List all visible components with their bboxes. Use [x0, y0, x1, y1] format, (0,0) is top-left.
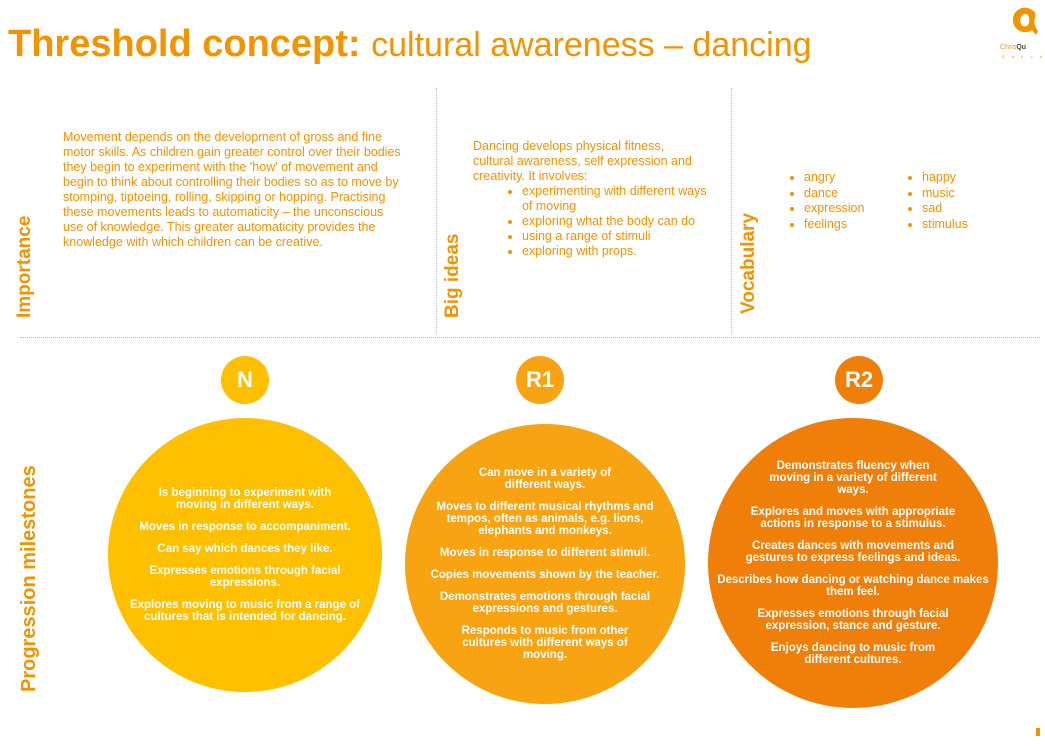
vocabulary-item: • music	[922, 186, 968, 202]
vocabulary-list-2	[906, 170, 968, 232]
milestone-item: Can move in a variety of different ways.	[478, 467, 612, 491]
logo	[996, 6, 1045, 62]
milestone-item: Moves to different musical rhythms and tempos, often as animals, e.g. lions, elephants and monkeys.	[436, 501, 654, 537]
progression-label: Progression milestones	[18, 465, 40, 692]
vocabulary-item: • expression	[804, 201, 864, 217]
badge-r2: R2	[835, 356, 883, 404]
big-ideas-intro: Dancing develops physical fitness, cultural awareness, self expression and creativity. It involves:	[473, 139, 692, 183]
title-light: cultural awareness – dancing	[371, 26, 812, 64]
big-ideas-item: • experimenting with different ways of moving	[522, 184, 713, 214]
milestone-item: Expresses emotions through facial expression, stance and gesture.	[757, 608, 949, 632]
milestone-item: Explores and moves with appropriate actions in response to a stimulus.	[750, 506, 956, 530]
vocabulary-item: • happy	[922, 170, 968, 186]
milestone-item: Creates dances with movements and gestures to express feelings and ideas.	[745, 540, 961, 564]
divider-horizontal	[20, 337, 1040, 338]
logo-mark-icon	[1010, 6, 1038, 36]
milestone-item: Responds to music from other cultures with different ways of moving.	[461, 625, 629, 661]
divider-vertical-2	[731, 88, 732, 334]
big-ideas-block	[473, 139, 713, 259]
big-ideas-item: • exploring what the body can do	[522, 214, 713, 229]
vocabulary-item: • feelings	[804, 217, 864, 233]
milestone-item: Explores moving to music from a range of cultures that is intended for dancing.	[129, 599, 361, 623]
title-bold: Threshold concept:	[8, 23, 361, 65]
big-ideas-list	[473, 184, 713, 259]
logo-brand-suffix: Qu	[1016, 44, 1027, 51]
big-ideas-label: Big ideas	[442, 233, 463, 318]
milestone-item: Demonstrates emotions through facial expressions and gestures.	[439, 591, 651, 615]
logo-brand	[1000, 44, 1026, 51]
big-ideas-item: • exploring with props.	[522, 244, 713, 259]
importance-label: Importance	[14, 215, 35, 318]
milestone-item: Moves in response to different stimuli.	[439, 547, 651, 559]
logo-tagline: E d u c a	[1002, 54, 1045, 59]
logo-brand-prefix: Chris	[1000, 44, 1017, 51]
vocabulary-item: • angry	[804, 170, 864, 186]
milestones-circle-n	[108, 418, 382, 692]
page-corner-mark	[1036, 728, 1040, 736]
milestone-item: Copies movements shown by the teacher.	[430, 569, 660, 581]
milestone-item: Can say which dances they like.	[157, 543, 333, 555]
milestone-item: Is beginning to experiment with moving in different ways.	[158, 487, 332, 511]
vocabulary-item: • stimulus	[922, 217, 968, 233]
vocabulary-item: • sad	[922, 201, 968, 217]
badge-r1: R1	[516, 356, 564, 404]
milestones-circle-r2	[708, 418, 998, 708]
vocabulary-list-1	[788, 170, 864, 232]
divider-vertical-1	[436, 88, 437, 334]
milestone-item: Describes how dancing or watching dance makes them feel.	[717, 574, 989, 598]
vocabulary-label: Vocabulary	[738, 212, 759, 314]
page-title	[8, 20, 812, 69]
milestones-circle-r1	[405, 424, 685, 704]
milestone-item: Demonstrates fluency when moving in a variety of different ways.	[769, 460, 937, 496]
big-ideas-item: • using a range of stimuli	[522, 229, 713, 244]
milestone-item: Moves in response to accompaniment.	[139, 521, 351, 533]
milestone-item: Expresses emotions through facial expressions.	[149, 565, 341, 589]
importance-text: Movement depends on the development of gross and fine motor skills. As children gain greater control over their bodies they begin to experiment with the 'how' of movement and begin to think about controlling their bodies so as to move by stomping, tiptoeing, rolling, skipping or hopping. Practising these movements leads to automaticity – the unconscious use of knowledge. This greater automaticity provides the knowledge with which children can be creative.	[63, 130, 401, 249]
milestone-item: Enjoys dancing to music from different cultures.	[770, 642, 936, 666]
vocabulary-item: • dance	[804, 186, 864, 202]
badge-n: N	[221, 356, 269, 404]
